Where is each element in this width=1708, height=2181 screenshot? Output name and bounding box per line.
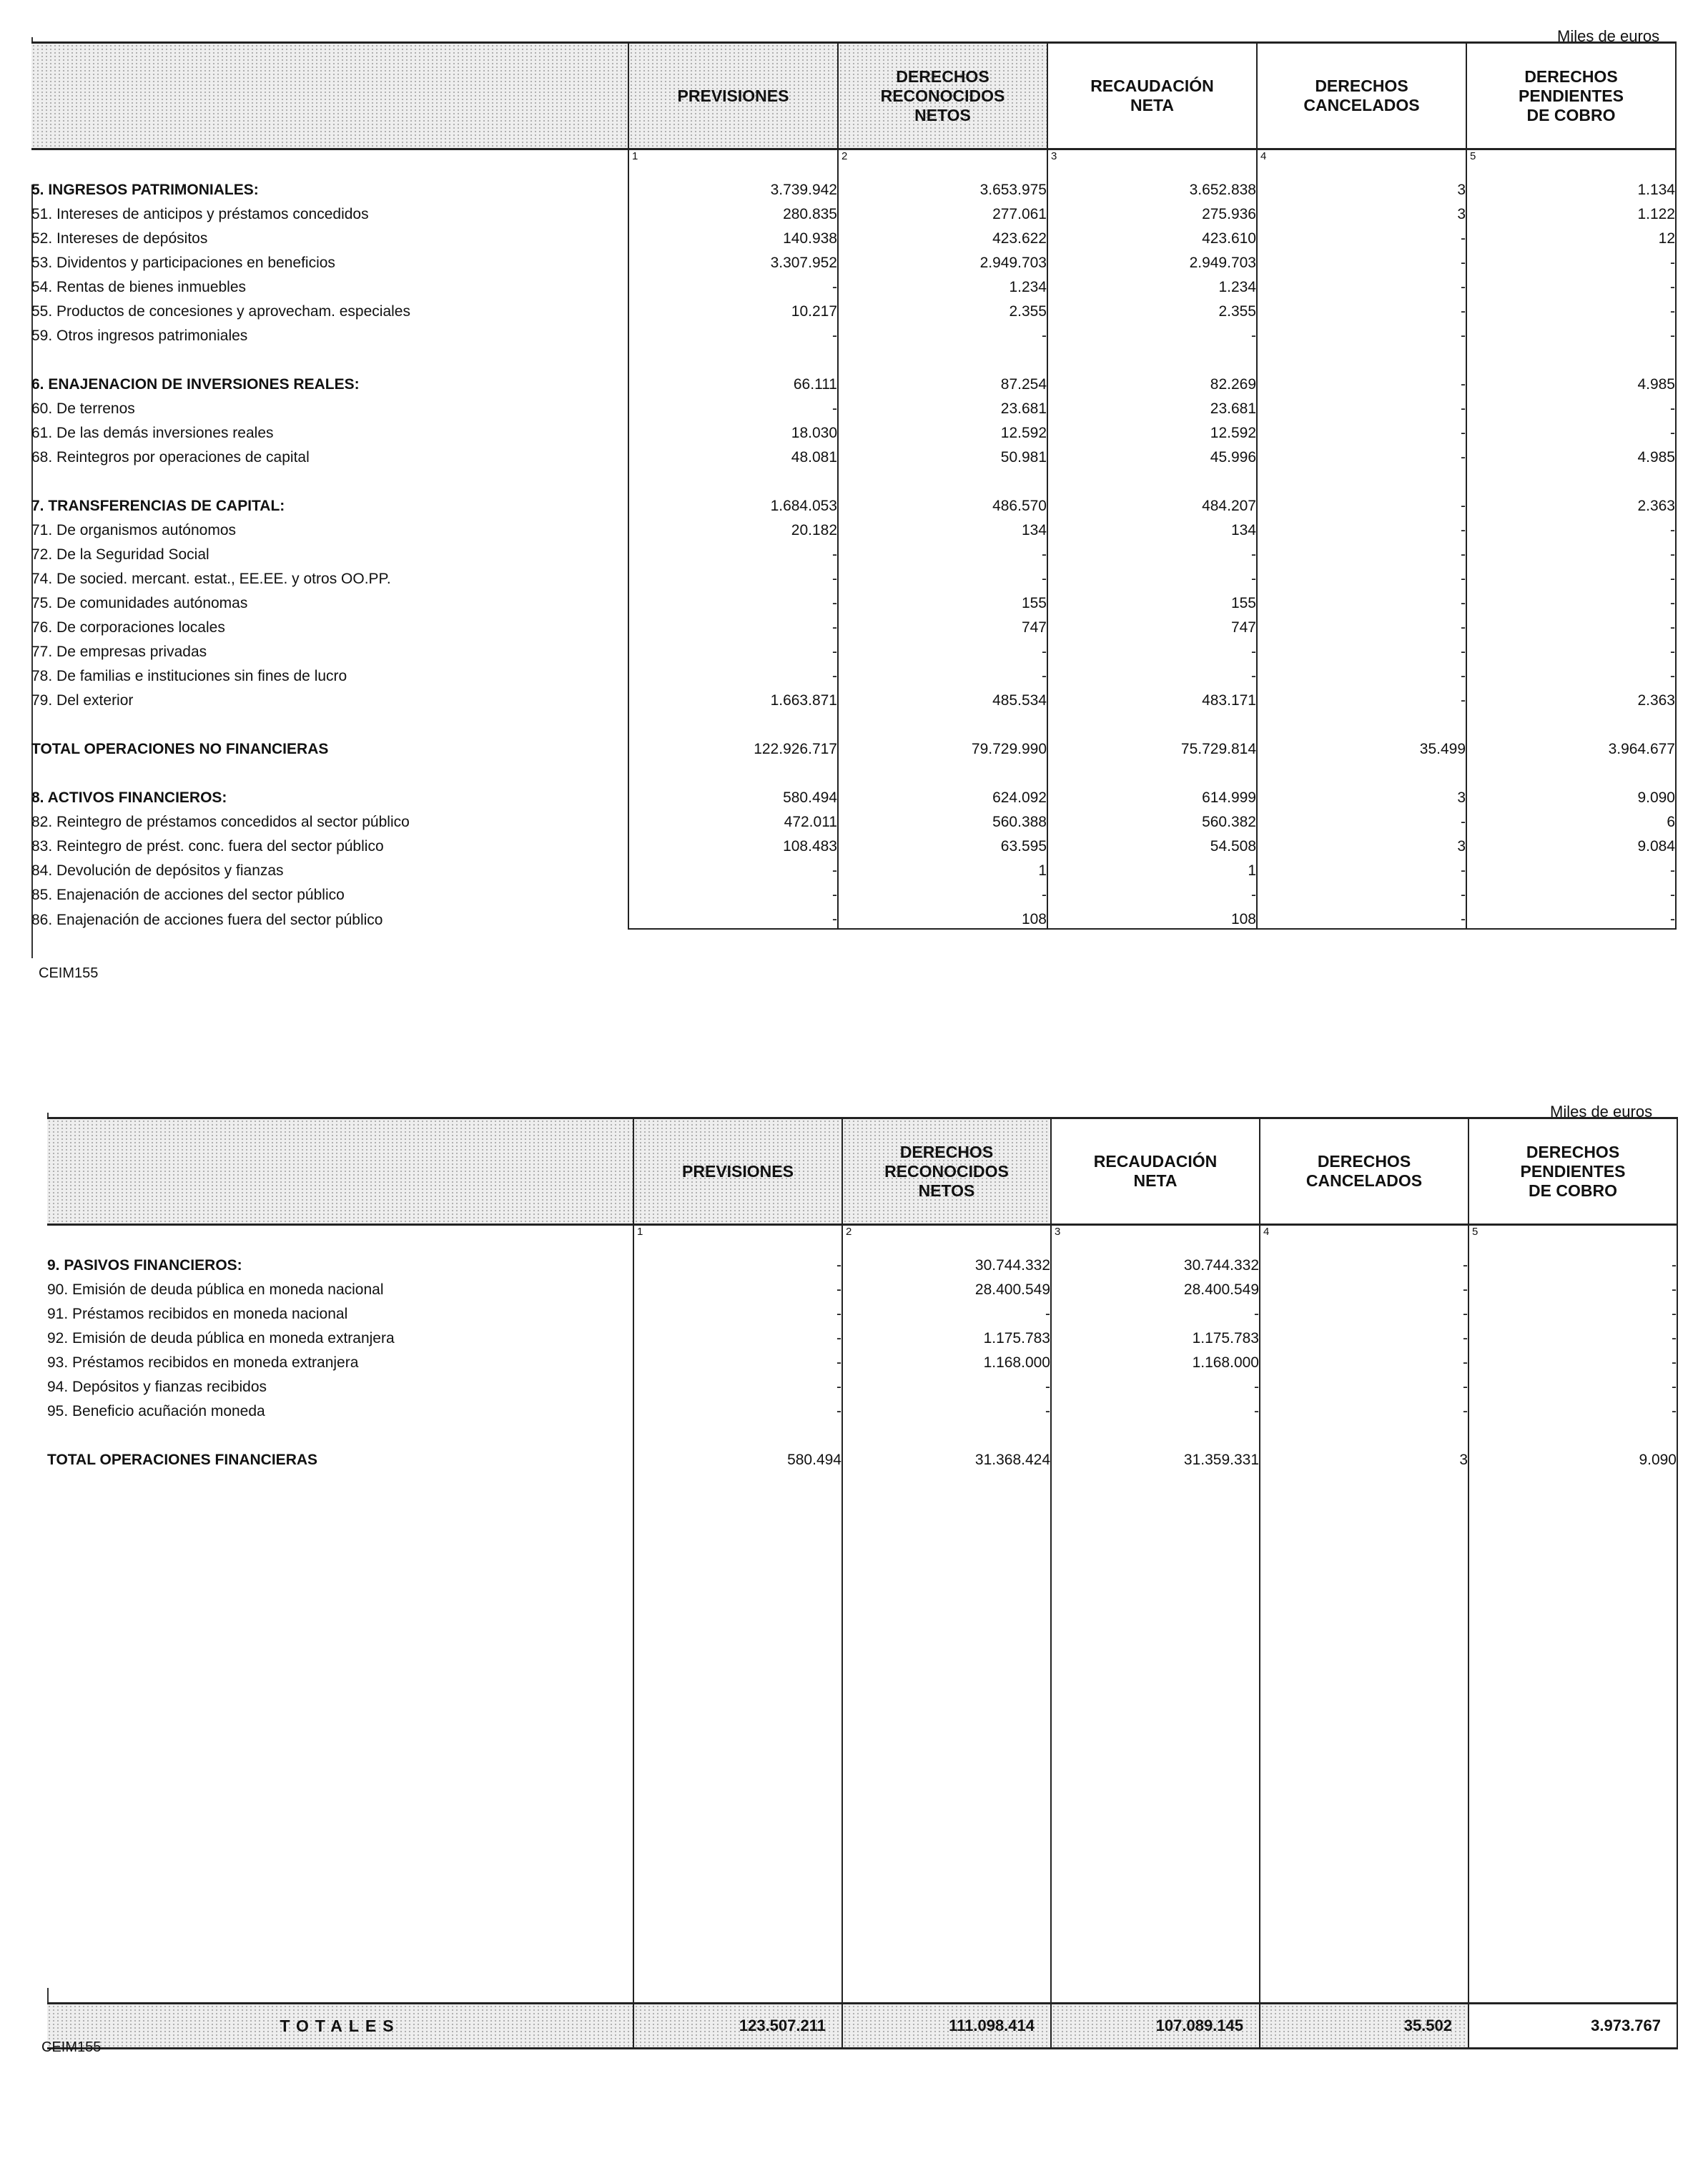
value-cell: -: [838, 880, 1047, 904]
column-number: 4: [1257, 149, 1466, 175]
revenue-table-2: [47, 1117, 1678, 2049]
value-cell: -: [1468, 1323, 1677, 1347]
line-item-label: 68. Reintegros por operaciones de capital: [31, 449, 310, 466]
table-row: [31, 734, 1676, 758]
value-cell: 2.355: [1047, 296, 1257, 320]
totals-cell: 107.089.145: [1051, 2004, 1260, 2049]
value-cell: -: [633, 1396, 842, 1420]
table-row: [31, 320, 1676, 345]
revenue-table-1: [31, 41, 1677, 930]
value-cell: 122.926.717: [628, 734, 838, 758]
header-derechos-cancelados: DERECHOS CANCELADOS: [1257, 43, 1466, 149]
value-cell: 580.494: [633, 1444, 842, 1469]
table-row: [31, 855, 1676, 880]
column-number-row: [47, 1225, 1677, 1251]
value-cell: -: [1468, 1299, 1677, 1323]
value-cell: -: [838, 539, 1047, 563]
value-cell: 82.269: [1047, 369, 1257, 393]
value-cell: -: [1257, 636, 1466, 661]
totals-cell: 123.507.211: [633, 2004, 842, 2049]
value-cell: 275.936: [1047, 199, 1257, 223]
value-cell: -: [1468, 1250, 1677, 1274]
value-cell: -: [1051, 1396, 1260, 1420]
value-cell: 108: [838, 904, 1047, 929]
value-cell: 1.234: [838, 272, 1047, 296]
value-cell: -: [1051, 1372, 1260, 1396]
table-row: [31, 369, 1676, 393]
value-cell: 20.182: [628, 515, 838, 539]
table-row: [47, 1250, 1677, 1274]
value-cell: 155: [838, 588, 1047, 612]
section-label: 5. INGRESOS PATRIMONIALES:: [31, 182, 259, 198]
value-cell: 484.207: [1047, 491, 1257, 515]
value-cell: 9.090: [1468, 1444, 1677, 1469]
table-row: [31, 685, 1676, 709]
value-cell: -: [1466, 296, 1676, 320]
value-cell: -: [1466, 515, 1676, 539]
column-number: 5: [1466, 149, 1676, 175]
spacer-row: [31, 758, 1676, 782]
total-label: TOTAL OPERACIONES NO FINANCIERAS: [31, 741, 329, 757]
line-item-label: 76. De corporaciones locales: [31, 619, 225, 636]
value-cell: -: [1260, 1347, 1468, 1372]
value-cell: -: [1466, 661, 1676, 685]
table-row: [31, 393, 1676, 418]
value-cell: -: [633, 1250, 842, 1274]
column-header-row: [47, 1118, 1677, 1225]
value-cell: 1.122: [1466, 199, 1676, 223]
table-row: [47, 1444, 1677, 1469]
value-cell: -: [1047, 880, 1257, 904]
value-cell: -: [1468, 1347, 1677, 1372]
spacer-row: [31, 345, 1676, 369]
value-cell: -: [1466, 393, 1676, 418]
value-cell: 486.570: [838, 491, 1047, 515]
value-cell: -: [1257, 393, 1466, 418]
value-cell: 2.949.703: [838, 247, 1047, 272]
value-cell: -: [628, 272, 838, 296]
value-cell: 1: [1047, 855, 1257, 880]
value-cell: -: [633, 1323, 842, 1347]
section-label: 9. PASIVOS FINANCIEROS:: [47, 1257, 242, 1274]
header-derechos-cancelados: DERECHOS CANCELADOS: [1260, 1118, 1468, 1225]
value-cell: -: [1257, 442, 1466, 466]
value-cell: -: [1466, 418, 1676, 442]
value-cell: -: [1257, 320, 1466, 345]
line-item-label: 93. Préstamos recibidos en moneda extranjera: [47, 1354, 359, 1371]
value-cell: -: [633, 1372, 842, 1396]
column-number: 1: [628, 149, 838, 175]
value-cell: 12: [1466, 223, 1676, 247]
column-number: 2: [842, 1225, 1051, 1251]
value-cell: 747: [838, 612, 1047, 636]
value-cell: 624.092: [838, 782, 1047, 807]
table-row: [31, 612, 1676, 636]
value-cell: 472.011: [628, 807, 838, 831]
value-cell: -: [1047, 539, 1257, 563]
value-cell: 134: [838, 515, 1047, 539]
header-derechos-pendientes: DERECHOS PENDIENTES DE COBRO: [1468, 1118, 1677, 1225]
line-item-label: 95. Beneficio acuñación moneda: [47, 1403, 265, 1419]
spacer-row: [31, 466, 1676, 491]
table-row: [31, 272, 1676, 296]
value-cell: 3: [1257, 782, 1466, 807]
value-cell: -: [1257, 272, 1466, 296]
totals-cell: 3.973.767: [1468, 2004, 1677, 2049]
table-row: [31, 904, 1676, 929]
header-previsiones: PREVISIONES: [633, 1118, 842, 1225]
header-derechos-reconocidos: DERECHOS RECONOCIDOS NETOS: [838, 43, 1047, 149]
value-cell: -: [1466, 612, 1676, 636]
value-cell: 28.400.549: [842, 1274, 1051, 1299]
value-cell: 1.234: [1047, 272, 1257, 296]
value-cell: 30.744.332: [1051, 1250, 1260, 1274]
line-item-label: 90. Emisión de deuda pública en moneda nacional: [47, 1281, 384, 1298]
value-cell: -: [1257, 515, 1466, 539]
value-cell: -: [1466, 880, 1676, 904]
value-cell: 560.382: [1047, 807, 1257, 831]
value-cell: 87.254: [838, 369, 1047, 393]
spacer-row: [47, 1420, 1677, 1444]
value-cell: 18.030: [628, 418, 838, 442]
value-cell: 2.363: [1466, 491, 1676, 515]
value-cell: 614.999: [1047, 782, 1257, 807]
header-blank-cell: [47, 1118, 633, 1225]
value-cell: -: [1257, 661, 1466, 685]
units-label: Miles de euros: [1557, 27, 1660, 45]
value-cell: 31.368.424: [842, 1444, 1051, 1469]
header-recaudacion-neta: RECAUDACIÓN NETA: [1047, 43, 1257, 149]
value-cell: 3.739.942: [628, 174, 838, 199]
section-label: 8. ACTIVOS FINANCIEROS:: [31, 789, 227, 806]
header-blank-cell: [31, 43, 628, 149]
table-row: [47, 1299, 1677, 1323]
value-cell: -: [1257, 880, 1466, 904]
value-cell: -: [1051, 1299, 1260, 1323]
column-number: 1: [633, 1225, 842, 1251]
value-cell: -: [628, 539, 838, 563]
value-cell: -: [1260, 1396, 1468, 1420]
line-item-label: 79. Del exterior: [31, 692, 134, 709]
value-cell: 108.483: [628, 831, 838, 855]
value-cell: -: [1466, 855, 1676, 880]
value-cell: -: [842, 1372, 1051, 1396]
value-cell: -: [1257, 491, 1466, 515]
value-cell: 45.996: [1047, 442, 1257, 466]
table-row: [31, 782, 1676, 807]
value-cell: 31.359.331: [1051, 1444, 1260, 1469]
table-row: [31, 880, 1676, 904]
value-cell: -: [1257, 539, 1466, 563]
value-cell: 4.985: [1466, 369, 1676, 393]
value-cell: -: [1047, 320, 1257, 345]
value-cell: 108: [1047, 904, 1257, 929]
value-cell: 79.729.990: [838, 734, 1047, 758]
value-cell: -: [1468, 1274, 1677, 1299]
value-cell: -: [1257, 588, 1466, 612]
value-cell: 1.168.000: [842, 1347, 1051, 1372]
line-item-label: 83. Reintegro de prést. conc. fuera del sector público: [31, 838, 384, 855]
totals-label: TOTALES: [47, 2004, 633, 2049]
value-cell: 280.835: [628, 199, 838, 223]
value-cell: -: [1257, 223, 1466, 247]
value-cell: 3.653.975: [838, 174, 1047, 199]
value-cell: -: [1047, 661, 1257, 685]
value-cell: -: [1257, 418, 1466, 442]
value-cell: 277.061: [838, 199, 1047, 223]
value-cell: 63.595: [838, 831, 1047, 855]
value-cell: 23.681: [838, 393, 1047, 418]
table-row: [31, 807, 1676, 831]
value-cell: -: [1468, 1396, 1677, 1420]
spacer-row: [47, 1469, 1677, 2004]
value-cell: -: [1468, 1372, 1677, 1396]
table-row: [31, 223, 1676, 247]
table-row: [47, 1396, 1677, 1420]
value-cell: 423.622: [838, 223, 1047, 247]
table-row: [31, 661, 1676, 685]
line-item-label: 74. De socied. mercant. estat., EE.EE. y otros OO.PP.: [31, 571, 391, 587]
value-cell: 134: [1047, 515, 1257, 539]
value-cell: 3: [1257, 174, 1466, 199]
value-cell: -: [1260, 1250, 1468, 1274]
value-cell: 1: [838, 855, 1047, 880]
total-label: TOTAL OPERACIONES FINANCIERAS: [47, 1452, 318, 1468]
value-cell: -: [1466, 272, 1676, 296]
value-cell: -: [1257, 247, 1466, 272]
value-cell: 2.363: [1466, 685, 1676, 709]
value-cell: -: [1257, 685, 1466, 709]
line-item-label: 55. Productos de concesiones y aprovecham. especiales: [31, 303, 410, 320]
value-cell: -: [1257, 296, 1466, 320]
value-cell: -: [628, 320, 838, 345]
value-cell: -: [1047, 563, 1257, 588]
value-cell: 3.964.677: [1466, 734, 1676, 758]
table-row: [31, 563, 1676, 588]
line-item-label: 54. Rentas de bienes inmuebles: [31, 279, 247, 295]
value-cell: -: [1257, 904, 1466, 929]
value-cell: 4.985: [1466, 442, 1676, 466]
value-cell: -: [1047, 636, 1257, 661]
value-cell: 54.508: [1047, 831, 1257, 855]
table-row: [31, 418, 1676, 442]
units-label: Miles de euros: [1550, 1103, 1653, 1121]
value-cell: -: [1257, 369, 1466, 393]
table-row: [47, 1274, 1677, 1299]
value-cell: 30.744.332: [842, 1250, 1051, 1274]
value-cell: -: [633, 1299, 842, 1323]
value-cell: -: [628, 880, 838, 904]
value-cell: -: [1257, 563, 1466, 588]
value-cell: -: [1466, 904, 1676, 929]
line-item-label: 53. Dividentos y participaciones en beneficios: [31, 255, 335, 271]
table-row: [31, 636, 1676, 661]
value-cell: 75.729.814: [1047, 734, 1257, 758]
value-cell: 3: [1257, 831, 1466, 855]
value-cell: 3.652.838: [1047, 174, 1257, 199]
column-number: 4: [1260, 1225, 1468, 1251]
value-cell: -: [1466, 636, 1676, 661]
table-row: [31, 539, 1676, 563]
value-cell: 1.134: [1466, 174, 1676, 199]
value-cell: -: [633, 1347, 842, 1372]
line-item-label: 86. Enajenación de acciones fuera del sector público: [31, 912, 383, 928]
totals-cell: 111.098.414: [842, 2004, 1051, 2049]
value-cell: -: [1466, 320, 1676, 345]
value-cell: 48.081: [628, 442, 838, 466]
value-cell: -: [628, 636, 838, 661]
value-cell: -: [1466, 588, 1676, 612]
line-item-label: 75. De comunidades autónomas: [31, 595, 248, 611]
table-row: [31, 515, 1676, 539]
column-number: 3: [1051, 1225, 1260, 1251]
table-row: [47, 1347, 1677, 1372]
value-cell: 35.499: [1257, 734, 1466, 758]
value-cell: -: [628, 904, 838, 929]
totals-row: [47, 2004, 1677, 2049]
value-cell: 1.684.053: [628, 491, 838, 515]
table-row: [31, 588, 1676, 612]
line-item-label: 78. De familias e instituciones sin fines de lucro: [31, 668, 347, 684]
header-previsiones: PREVISIONES: [628, 43, 838, 149]
value-cell: 50.981: [838, 442, 1047, 466]
value-cell: 10.217: [628, 296, 838, 320]
value-cell: -: [1257, 807, 1466, 831]
value-cell: -: [628, 588, 838, 612]
line-item-label: 77. De empresas privadas: [31, 644, 207, 660]
value-cell: -: [628, 563, 838, 588]
line-item-label: 92. Emisión de deuda pública en moneda extranjera: [47, 1330, 395, 1346]
footer-code: CEIM155: [39, 965, 99, 981]
line-item-label: 91. Préstamos recibidos en moneda nacional: [47, 1306, 348, 1322]
line-item-label: 60. De terrenos: [31, 400, 135, 417]
value-cell: -: [842, 1299, 1051, 1323]
value-cell: 1.168.000: [1051, 1347, 1260, 1372]
line-item-label: 94. Depósitos y fianzas recibidos: [47, 1379, 267, 1395]
line-item-label: 82. Reintegro de préstamos concedidos al sector público: [31, 814, 410, 830]
header-recaudacion-neta: RECAUDACIÓN NETA: [1051, 1118, 1260, 1225]
value-cell: -: [838, 661, 1047, 685]
totals-cell: 35.502: [1260, 2004, 1468, 2049]
line-item-label: 59. Otros ingresos patrimoniales: [31, 328, 248, 344]
header-derechos-pendientes: DERECHOS PENDIENTES DE COBRO: [1466, 43, 1676, 149]
spacer-row: [31, 709, 1676, 734]
table-row: [31, 199, 1676, 223]
table-row: [31, 831, 1676, 855]
value-cell: -: [838, 636, 1047, 661]
table-row: [31, 174, 1676, 199]
value-cell: -: [1466, 247, 1676, 272]
value-cell: 485.534: [838, 685, 1047, 709]
value-cell: 3: [1257, 199, 1466, 223]
value-cell: -: [1257, 612, 1466, 636]
line-item-label: 52. Intereses de depósitos: [31, 230, 208, 247]
line-item-label: 71. De organismos autónomos: [31, 522, 236, 538]
column-number: 5: [1468, 1225, 1677, 1251]
value-cell: -: [1260, 1372, 1468, 1396]
header-derechos-reconocidos: DERECHOS RECONOCIDOS NETOS: [842, 1118, 1051, 1225]
value-cell: -: [628, 612, 838, 636]
footer-code: CEIM155: [41, 2039, 102, 2055]
value-cell: -: [1260, 1323, 1468, 1347]
value-cell: 3.307.952: [628, 247, 838, 272]
column-number-row: [31, 149, 1676, 175]
table-row: [31, 442, 1676, 466]
column-number: 3: [1047, 149, 1257, 175]
line-item-label: 85. Enajenación de acciones del sector público: [31, 887, 345, 903]
value-cell: 6: [1466, 807, 1676, 831]
table-row: [31, 296, 1676, 320]
value-cell: 3: [1260, 1444, 1468, 1469]
value-cell: 66.111: [628, 369, 838, 393]
value-cell: -: [838, 563, 1047, 588]
value-cell: 2.949.703: [1047, 247, 1257, 272]
section-label: 6. ENAJENACION DE INVERSIONES REALES:: [31, 376, 360, 393]
line-item-label: 61. De las demás inversiones reales: [31, 425, 274, 441]
section-label: 7. TRANSFERENCIAS DE CAPITAL:: [31, 498, 285, 514]
value-cell: 12.592: [1047, 418, 1257, 442]
value-cell: -: [1260, 1274, 1468, 1299]
value-cell: 12.592: [838, 418, 1047, 442]
column-number: 2: [838, 149, 1047, 175]
value-cell: 560.388: [838, 807, 1047, 831]
value-cell: 747: [1047, 612, 1257, 636]
value-cell: -: [1260, 1299, 1468, 1323]
value-cell: -: [1466, 563, 1676, 588]
value-cell: 1.663.871: [628, 685, 838, 709]
value-cell: -: [1466, 539, 1676, 563]
value-cell: -: [628, 855, 838, 880]
value-cell: 9.090: [1466, 782, 1676, 807]
value-cell: 9.084: [1466, 831, 1676, 855]
value-cell: 1.175.783: [1051, 1323, 1260, 1347]
line-item-label: 84. Devolución de depósitos y fianzas: [31, 862, 284, 879]
column-header-row: [31, 43, 1676, 149]
value-cell: 1.175.783: [842, 1323, 1051, 1347]
value-cell: -: [628, 661, 838, 685]
table-row: [31, 247, 1676, 272]
table-row: [31, 491, 1676, 515]
value-cell: 423.610: [1047, 223, 1257, 247]
line-item-label: 51. Intereses de anticipos y préstamos concedidos: [31, 206, 369, 222]
table-row: [47, 1372, 1677, 1396]
value-cell: 28.400.549: [1051, 1274, 1260, 1299]
value-cell: 483.171: [1047, 685, 1257, 709]
value-cell: 23.681: [1047, 393, 1257, 418]
table-row: [47, 1323, 1677, 1347]
value-cell: 140.938: [628, 223, 838, 247]
value-cell: -: [838, 320, 1047, 345]
value-cell: -: [633, 1274, 842, 1299]
value-cell: 155: [1047, 588, 1257, 612]
value-cell: -: [842, 1396, 1051, 1420]
value-cell: -: [1257, 855, 1466, 880]
value-cell: 2.355: [838, 296, 1047, 320]
line-item-label: 72. De la Seguridad Social: [31, 546, 209, 563]
value-cell: -: [628, 393, 838, 418]
value-cell: 580.494: [628, 782, 838, 807]
